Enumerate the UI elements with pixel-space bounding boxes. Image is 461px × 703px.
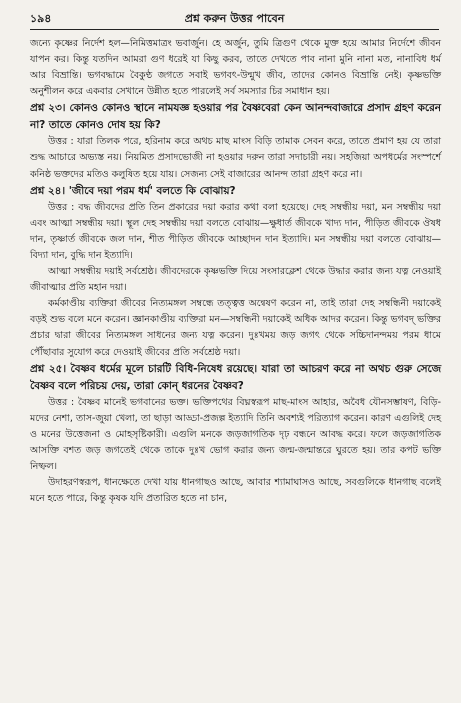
header-rule: [30, 29, 439, 30]
paragraph: উদাহরণস্বরূপ, ধানক্ষেতে দেখা যায় ধানগাছও আছে, আবার শ্যামাঘাসও আছে, সবগুলিকে ধানগাছ বলেই মনে হতে পারে, কিন্তু কৃষক যদি প্রতারিত হতে না চান,: [30, 477, 441, 505]
page-number: ১৯৪: [30, 12, 52, 25]
question-23: প্রশ্ন ২৩। কোনও কোনও স্থানে নামযজ্ঞ হওয়ার পর বৈষ্ণবেরা কেন আনন্দবাজারে প্রসাদ গ্রহণ করেন না? তাতে কোনও দোষ হয় কি?: [30, 102, 441, 132]
running-title: প্রশ্ন করুন উত্তর পাবেন: [184, 12, 285, 25]
paragraph: জন্যে কৃষ্ণের নির্দেশ হল—নিমিত্তমাত্রং ভবার্জুন। হে অর্জুন, তুমি ত্রিগুণ থেকে মুক্ত হয়ে আমার নির্দেশে জীবন যাপন কর। কিন্তু যতদিন আমরা গুণ ধরেই যা কিছু করব, তাতে দেখতে পাব নানা মুনি নানা মত, নানাবিধ ধর্ম আর বিভ্রান্তি। ভগবদ্ধামে বৈকুণ্ঠ জগতে সবাই ভগবৎ-উন্মুখ জীব, তাদের কোনও বিভ্রান্তি নেই। কৃষ্ণভক্তি অনুশীলন করে একবার সেখানে উন্নীত হতে পারলেই সর্ব সমস্যার চির সমাধান হয়।: [30, 38, 441, 98]
question-25: প্রশ্ন ২৫। বৈষ্ণব ধর্মের মূলে চারটি বিধি-নিষেধ রয়েছে। যারা তা আচরণ করে না অথচ গুরু সেজে বৈষ্ণব বলে পরিচয় দেয়, তারা কোন্ ধরনের বৈষ্ণব?: [30, 362, 441, 392]
page-body: [30, 36, 441, 507]
paragraph: আত্মা সম্বন্ধীয় দয়াই সর্বশ্রেষ্ঠ। জীবদেরকে কৃষ্ণভক্তি দিয়ে সংসারক্লেশ থেকে উদ্ধার করার জন্য যত্ন নেওয়াই জীবাত্মার প্রতি মহান দয়া।: [30, 266, 441, 294]
answer-25: উত্তর : বৈষ্ণব মানেই ভগবানের ভক্ত। ভক্তিপথের বিঘ্নস্বরূপ মাছ-মাংস আহার, অবৈধ যৌনসম্ভাষণ, বিড়ি-মদের নেশা, তাস-জুয়া খেলা, তা ছাড়া আড্ডা-প্রজল্প ইত্যাদি তিনি অবশ্যই পরিত্যাগ করেন। কারণ এগুলিই দেহ ও মনের উত্তেজনা ও মোহসৃষ্টিকারী। এগুলি মনকে জড়জাগতিক দৃঢ় বন্ধনে আবদ্ধ করে। ফলে জড়জাগতিক আসক্তি বশত জড় জগতেই থেকে তাকে দুঃখ ভোগ করার জন্য জন্ম-জন্মান্তরে ঘুরতে হয়। তার কপট ভক্তি নিষ্ফল।: [30, 396, 441, 472]
page-header: [30, 10, 439, 26]
paragraph: কর্মকাণ্ডীয় ব্যক্তিরা জীবের নিত্যমঙ্গল সম্বন্ধে তত্ত্বত্ত অন্বেষণ করেন না, তাই তারা দেহ সম্বন্ধিনী দয়াকেই বড়ই শুভ বলে মনে করেন। জ্ঞানকাণ্ডীয় ব্যক্তিরা মন—সম্বন্ধিনী দয়াকেই অধিক আদর করেন। কিন্তু ভগবদ্ ভক্তির প্রচার দ্বারা জীবের নিত্যমঙ্গল সাধনের জন্য যত্ন করেন। দুঃখময় জড় জগৎ থেকে সচ্চিদানন্দময় পরম ধামে পৌঁছাবার সুযোগ করে দেওয়াই জীবের প্রতি সর্বশ্রেষ্ঠ দয়া।: [30, 298, 441, 358]
question-24: প্রশ্ন ২৪। 'জীবে দয়া পরম ধর্ম' বলতে কি বোঝায়?: [30, 184, 236, 197]
answer-23: উত্তর : যারা তিলক পরে, হরিনাম করে অথচ মাছ মাংস বিড়ি তামাক সেবন করে, তাতে প্রমাণ হয় যে তারা শুদ্ধ আচারে অভ্যস্ত নয়। নিয়মিত প্রসাদভোজী না হওয়ার দরুন তারা সদাচারী নয়। সহজিয়া অপধর্মের সংস্পর্শে কনিষ্ঠ ভক্তদের মতিও কলুষিত হয়ে যায়। সেজন্য সেই বাজারের আনন্দ তারা গ্রহণ করে না।: [30, 136, 441, 180]
answer-24: উত্তর : বদ্ধ জীবদের প্রতি তিন প্রকারের দয়া করার কথা বলা হয়েছে। দেহ সম্বন্ধীয় দয়া, মন সম্বন্ধীয় দয়া এবং আত্মা সম্বন্ধীয় দয়া। স্থূল দেহ সম্বন্ধীয় দয়া বলতে বোঝায়—ক্ষুধার্ত জীবকে খাদ্য দান, পীড়িত জীবকে ঔষধ দান, তৃষ্ণার্ত জীবকে জল দান, শীত পীড়িত জীবকে আচ্ছাদন দান ইত্যাদি। মন সম্বন্ধীয় দয়া বলতে বোঝায়—বিদ্যা দান, বুদ্ধি দান ইত্যাদি।: [30, 201, 441, 261]
